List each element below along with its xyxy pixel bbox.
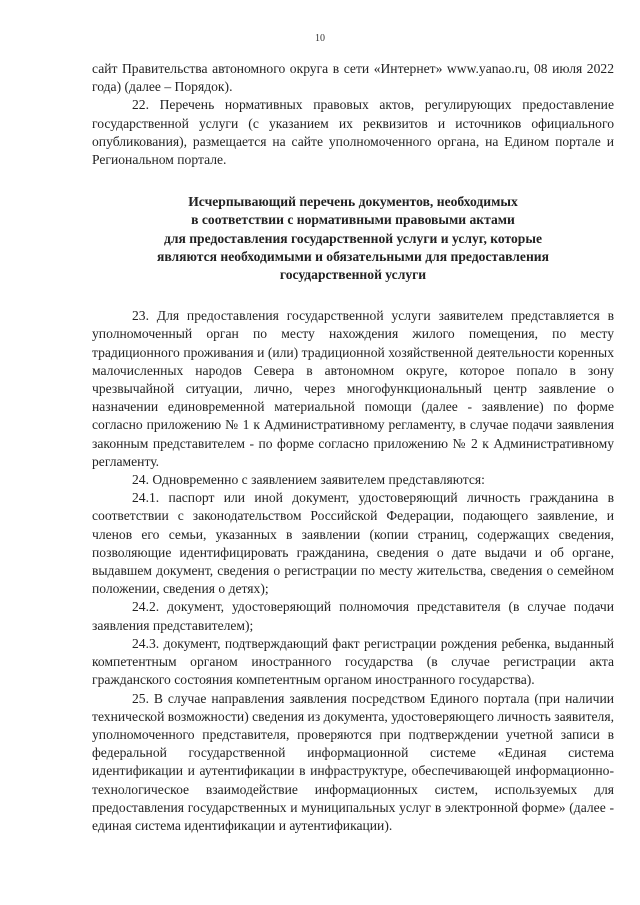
section-heading-line: для предоставления государственной услуги и услуг, которые [163, 230, 543, 246]
document-body [92, 60, 614, 835]
section-heading-line: в соответствии с нормативными правовыми актами [191, 212, 515, 228]
paragraph-24-1: 24.1. паспорт или иной документ, удостоверяющий личность гражданина в соответствии с законодательством Российской Федерации, подающего заявление, и членов его семьи, указанных в заявлении (копии страниц, содержащих сведения, позволяющие идентифицировать гражданина, сведения о дате выдачи и об органе, выдавшем документ, сведения о регистрации по месту жительства, сведения о семейном положении, сведения о детях); [92, 490, 614, 597]
paragraph-continuation: сайт Правительства автономного округа в сети «Интернет» www.yanao.ru, 08 июля 2022 года) (далее – Порядок). [92, 61, 614, 95]
page-number: 10 [315, 33, 325, 44]
paragraph-24-2: 24.2. документ, удостоверяющий полномочия представителя (в случае подачи заявления представителем); [92, 599, 614, 633]
paragraph-24-3: 24.3. документ, подтверждающий факт регистрации рождения ребенка, выданный компетентным органом иностранного государства (в случае регистрации акта гражданского состояния компетентным органом иностранного государства). [92, 635, 614, 688]
paragraph-23: 23. Для предоставления государственной услуги заявителем представляется в уполномоченный орган по месту нахождения жилого помещения, по месту традиционного проживания и (или) традиционной хозяйственной деятельности коренных малочисленных народов Севера в автономном округе, которое попало в зону чрезвычайной ситуации, лично, через многофункциональный центр заявление о назначении единовременной материальной помощи (далее - заявление) по форме согласно приложению № 1 к Административному регламенту, в случае подачи заявления законным представителем - по форме согласно приложению № 2 к Административному регламенту. [92, 308, 614, 469]
section-heading-line: государственной услуги [279, 267, 427, 283]
section-heading-line: являются необходимыми и обязательными для предоставления [157, 248, 549, 264]
paragraph-24: 24. Одновременно с заявлением заявителем представляются: [132, 472, 485, 488]
section-heading [92, 193, 614, 284]
paragraph-25: 25. В случае направления заявления посредством Единого портала (при наличии технической возможности) сведения из документа, удостоверяющего личность заявителя, уполномоченного представителя, проверяются при подтверждении учетной записи в федеральной государственной информационной системе «Единая система идентификации и аутентификации в инфраструктуре, обеспечивающей информационно-технологическое взаимодействие информационных систем, используемых для предоставления государственных и муниципальных услуг в электронной форме» (далее - единая система идентификации и аутентификации). [92, 690, 614, 833]
section-heading-line: Исчерпывающий перечень документов, необходимых [188, 194, 518, 210]
paragraph-22: 22. Перечень нормативных правовых актов, регулирующих предоставление государственной услуги (с указанием их реквизитов и источников официального опубликования), размещается на сайте уполномоченного органа, на Едином портале и Региональном портале. [92, 97, 614, 168]
